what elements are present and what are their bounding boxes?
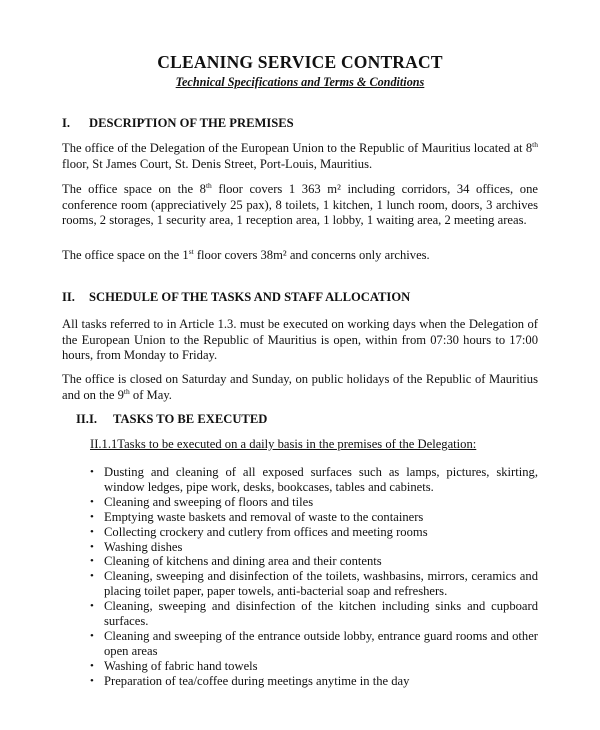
task-list-item: • Cleaning of kitchens and dining area and their contents bbox=[76, 554, 538, 569]
task-list-item: • Cleaning and sweeping of floors and tiles bbox=[76, 495, 538, 510]
section-1-heading bbox=[62, 116, 538, 132]
task-list-item: • Cleaning and sweeping of the entrance outside lobby, entrance guard rooms and other open areas bbox=[76, 629, 538, 659]
section-2-paragraph-2 bbox=[62, 372, 538, 403]
paragraph-text: floor covers 38m² and concerns only archives. bbox=[193, 248, 430, 262]
task-list-item: • Preparation of tea/coffee during meetings anytime in the day bbox=[76, 674, 538, 689]
document-title: CLEANING SERVICE CONTRACT bbox=[157, 52, 443, 72]
task-list-item: • Washing of fabric hand towels bbox=[76, 659, 538, 674]
section-2-1-number: II.I. bbox=[76, 412, 97, 426]
section-2-paragraph-1: All tasks referred to in Article 1.3. must be executed on working days when the Delegation of the European Union to the Republic of Mauritius is open, within from 07:30 hours to 17:00 hours, from Monday to Friday. bbox=[62, 317, 538, 363]
superscript: st bbox=[188, 246, 194, 256]
section-1-title: DESCRIPTION OF THE PREMISES bbox=[89, 116, 294, 130]
paragraph-text: floor, St James Court, St. Denis Street, Port-Louis, Mauritius. bbox=[62, 156, 373, 171]
document-subtitle bbox=[0, 75, 600, 90]
section-1-paragraph-1 bbox=[62, 141, 538, 172]
superscript: th bbox=[532, 139, 538, 149]
paragraph-text: The office space on the 1 bbox=[62, 248, 189, 262]
subheading-text: II.1.1Tasks to be executed on a daily basis in the premises of the Delegation: bbox=[90, 437, 477, 451]
section-1-paragraph-3 bbox=[62, 248, 538, 264]
section-2-title: SCHEDULE OF THE TASKS AND STAFF ALLOCATION bbox=[89, 290, 411, 304]
section-2-1-title: TASKS TO BE EXECUTED bbox=[113, 412, 268, 426]
section-1-paragraph-2 bbox=[62, 182, 538, 229]
paragraph-text: of May. bbox=[129, 387, 172, 402]
subtitle-text: Technical Specifications and Terms & Conditions bbox=[175, 75, 425, 89]
paragraph-text: The office is closed on Saturday and Sunday, on public holidays of the Republic of Mauritius and on the 9 bbox=[62, 372, 538, 402]
superscript: th bbox=[205, 180, 212, 190]
task-list-item: • Emptying waste baskets and removal of waste to the containers bbox=[76, 510, 538, 525]
tasks-list-container bbox=[76, 465, 538, 689]
paragraph-text: floor covers 1 363 m² including corridors, 34 offices, one conference room (appreciatively 25 pax), 8 toilets, 1 kitchen, 1 lunch room, doors, 3 archives rooms, 2 storages, 1 security area, 1 reception area, 1 lobby, 1 waiting area, 2 meeting areas. bbox=[62, 182, 538, 228]
paragraph-text: The office space on the 8 bbox=[62, 182, 206, 196]
section-2-1-1-subheading bbox=[90, 437, 538, 453]
section-1-number: I. bbox=[62, 116, 71, 130]
task-list-item: • Dusting and cleaning of all exposed surfaces such as lamps, pictures, skirting, window ledges, pipe work, desks, bookcases, tables and cabinets. bbox=[76, 465, 538, 495]
task-list-item: • Washing dishes bbox=[76, 540, 538, 555]
section-2-1-heading bbox=[76, 412, 538, 428]
superscript: th bbox=[123, 386, 130, 396]
task-list-item: • Cleaning, sweeping and disinfection of the kitchen including sinks and cupboard surfaces. bbox=[76, 599, 538, 629]
tasks-list bbox=[76, 465, 538, 689]
paragraph-text: The office of the Delegation of the European Union to the Republic of Mauritius located at 8 bbox=[62, 141, 533, 155]
task-list-item: • Collecting crockery and cutlery from offices and meeting rooms bbox=[76, 525, 538, 540]
section-2-heading bbox=[62, 290, 538, 306]
task-list-item: • Cleaning, sweeping and disinfection of the toilets, washbasins, mirrors, ceramics and placing toilet paper, paper towels, anti-bacterial soap and refreshers. bbox=[76, 569, 538, 599]
section-2-number: II. bbox=[62, 290, 75, 304]
